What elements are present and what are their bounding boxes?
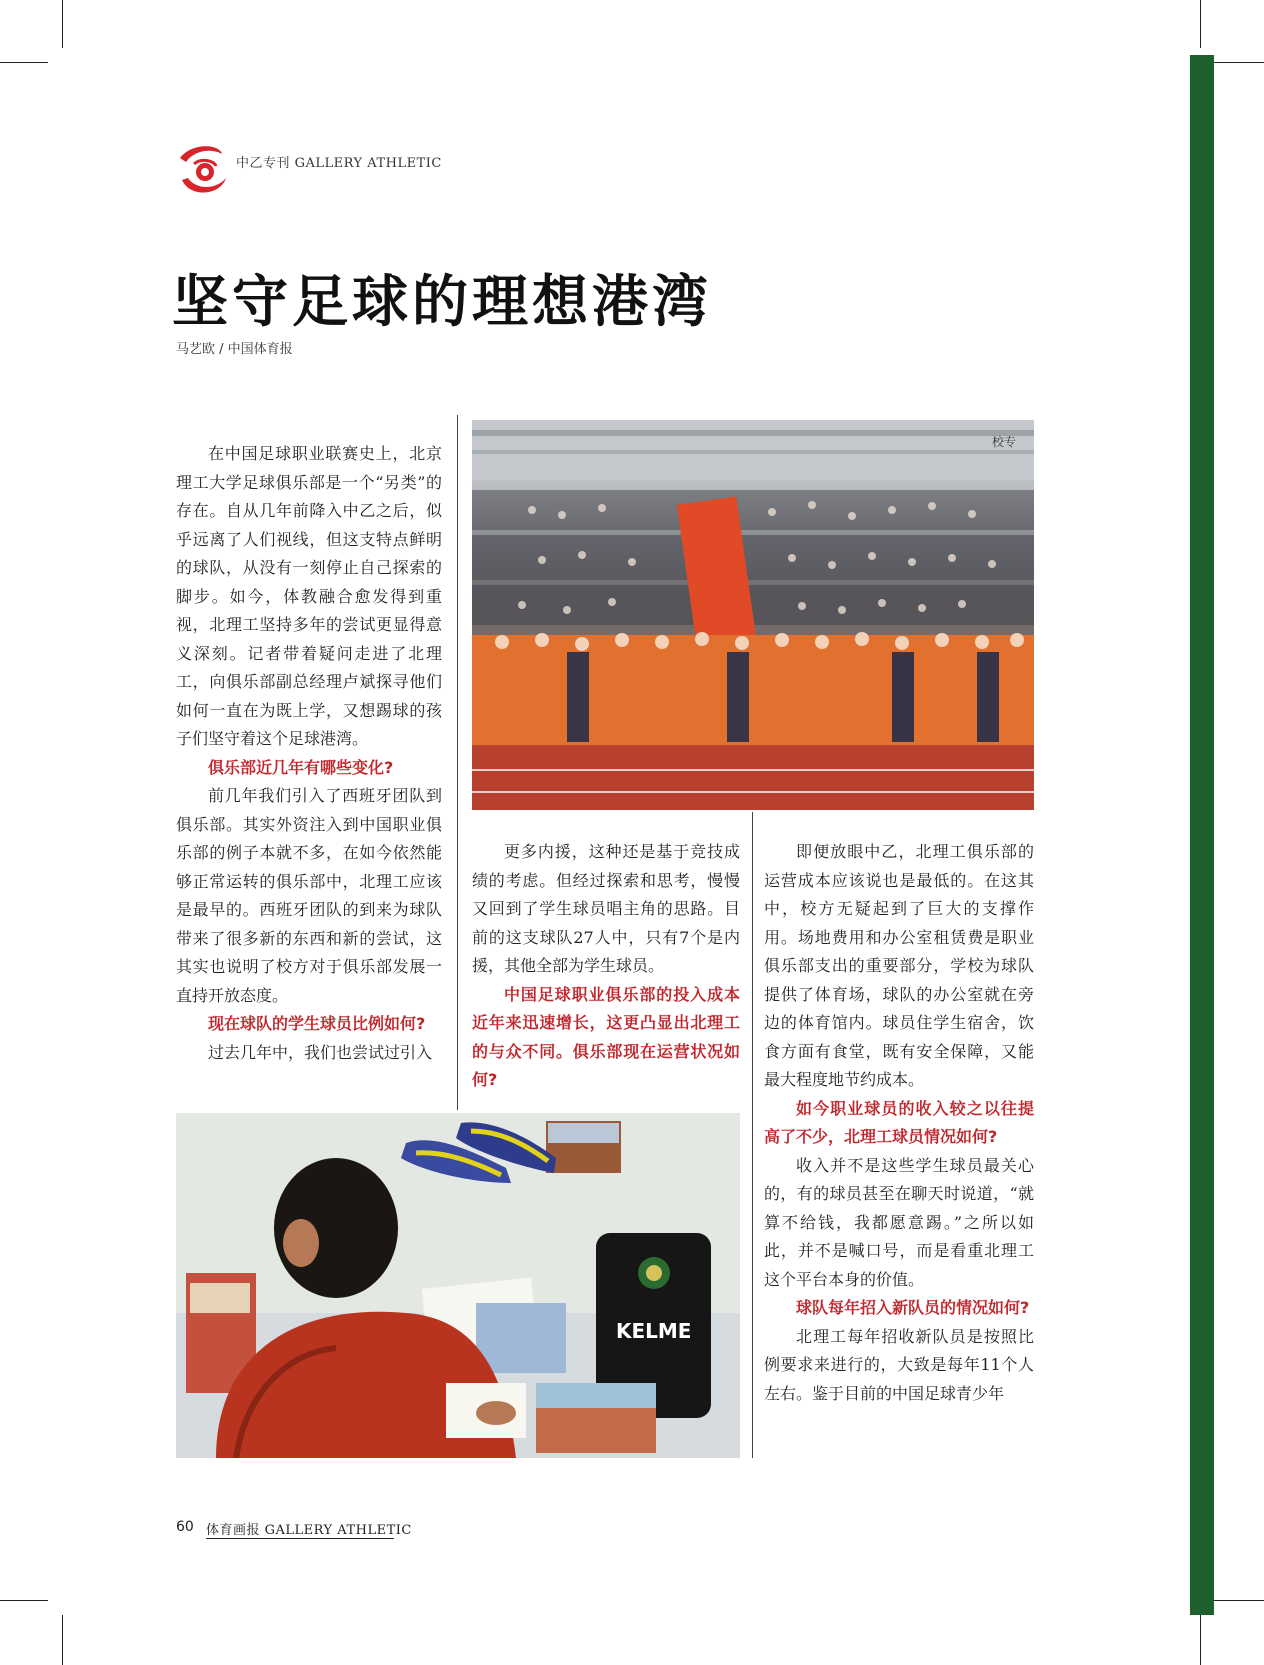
crop-mark	[62, 0, 63, 48]
body-paragraph: 更多内援，这种还是基于竞技成绩的考虑。但经过探索和思考，慢慢又回到了学生球员唱主角的思路。目前的这支球队27人中，只有7个是内援，其他全部为学生球员。	[472, 842, 740, 975]
article-column-2	[472, 838, 740, 1095]
body-paragraph: 即便放眼中乙，北理工俱乐部的运营成本应该说也是最低的。在这其中，校方无疑起到了巨大的支撑作用。场地费用和办公室租赁费是职业俱乐部支出的重要部分，学校为球队提供了体育场，球队的办公室就在旁边的体育馆内。球员住学生宿舍，饮食方面有食堂，既有安全保障，又能最大程度地节约成本。	[764, 842, 1034, 1089]
body-paragraph: 前几年我们引入了西班牙团队到俱乐部。其实外资注入到中国职业俱乐部的例子本就不多，在如今依然能够正常运转的俱乐部中，北理工应该是最早的。西班牙团队的到来为球队带来了很多新的东西和新的尝试，这其实也说明了校方对于俱乐部发展一直持开放态度。	[176, 786, 442, 1005]
footer-underline	[206, 1538, 394, 1539]
question-heading: 如今职业球员的收入较之以往提高了不少，北理工球员情况如何?	[764, 1098, 1034, 1146]
question-heading: 中国足球职业俱乐部的投入成本近年来迅速增长，这更凸显出北理工的与众不同。俱乐部现在运营状况如何?	[472, 984, 740, 1089]
question-heading: 球队每年招入新队员的情况如何?	[796, 1298, 1030, 1317]
question-heading: 俱乐部近几年有哪些变化?	[208, 757, 394, 777]
body-paragraph: 北理工每年招收新队员是按照比例要求来进行的，大致是每年11个人左右。鉴于目前的中国足球青少年	[764, 1326, 1034, 1403]
bag-brand-text: KELME	[616, 1319, 692, 1343]
column-divider	[457, 415, 458, 1110]
header-section-label: 中乙专刊 GALLERY ATHLETIC	[236, 156, 442, 171]
banner-text: 校专	[992, 435, 1017, 449]
crop-mark	[0, 1600, 48, 1601]
body-paragraph: 过去几年中，我们也尝试过引入	[208, 1042, 433, 1062]
article-column-1	[176, 440, 442, 1067]
article-byline: 马艺欧 / 中国体育报	[176, 342, 293, 357]
crop-mark	[62, 1615, 63, 1665]
crop-mark	[1200, 0, 1201, 48]
crop-mark	[0, 62, 48, 63]
question-heading: 现在球队的学生球员比例如何?	[208, 1014, 426, 1033]
crop-mark	[1200, 1615, 1201, 1665]
page-number: 60	[176, 1519, 194, 1535]
side-color-bar	[1190, 55, 1214, 1615]
gallery-logo-icon	[172, 140, 232, 200]
body-paragraph: 在中国足球职业联赛史上，北京理工大学足球俱乐部是一个“另类”的存在。自从几年前降入中乙之后，似乎远离了人们视线，但这支特点鲜明的球队，从没有一刻停止自己探索的脚步。如今，体教融合愈发得到重视，北理工坚持多年的尝试更显得意义深刻。记者带着疑问走进了北理工，向俱乐部副总经理卢斌探寻他们如何一直在为既上学，又想踢球的孩子们坚守着这个足球港湾。	[176, 444, 442, 748]
column-divider	[752, 812, 753, 1458]
article-title: 坚守足球的理想港湾	[172, 270, 712, 335]
student-studying-photo	[176, 1113, 740, 1458]
body-paragraph: 收入并不是这些学生球员最关心的，有的球员甚至在聊天时说道，“就算不给钱，我都愿意踢。”之所以如此，并不是喊口号，而是看重北理工这个平台本身的价值。	[764, 1155, 1034, 1289]
magazine-name: 体育画报 GALLERY ATHLETIC	[206, 1523, 412, 1538]
team-celebration-photo	[472, 420, 1034, 810]
article-column-3	[764, 838, 1034, 1408]
